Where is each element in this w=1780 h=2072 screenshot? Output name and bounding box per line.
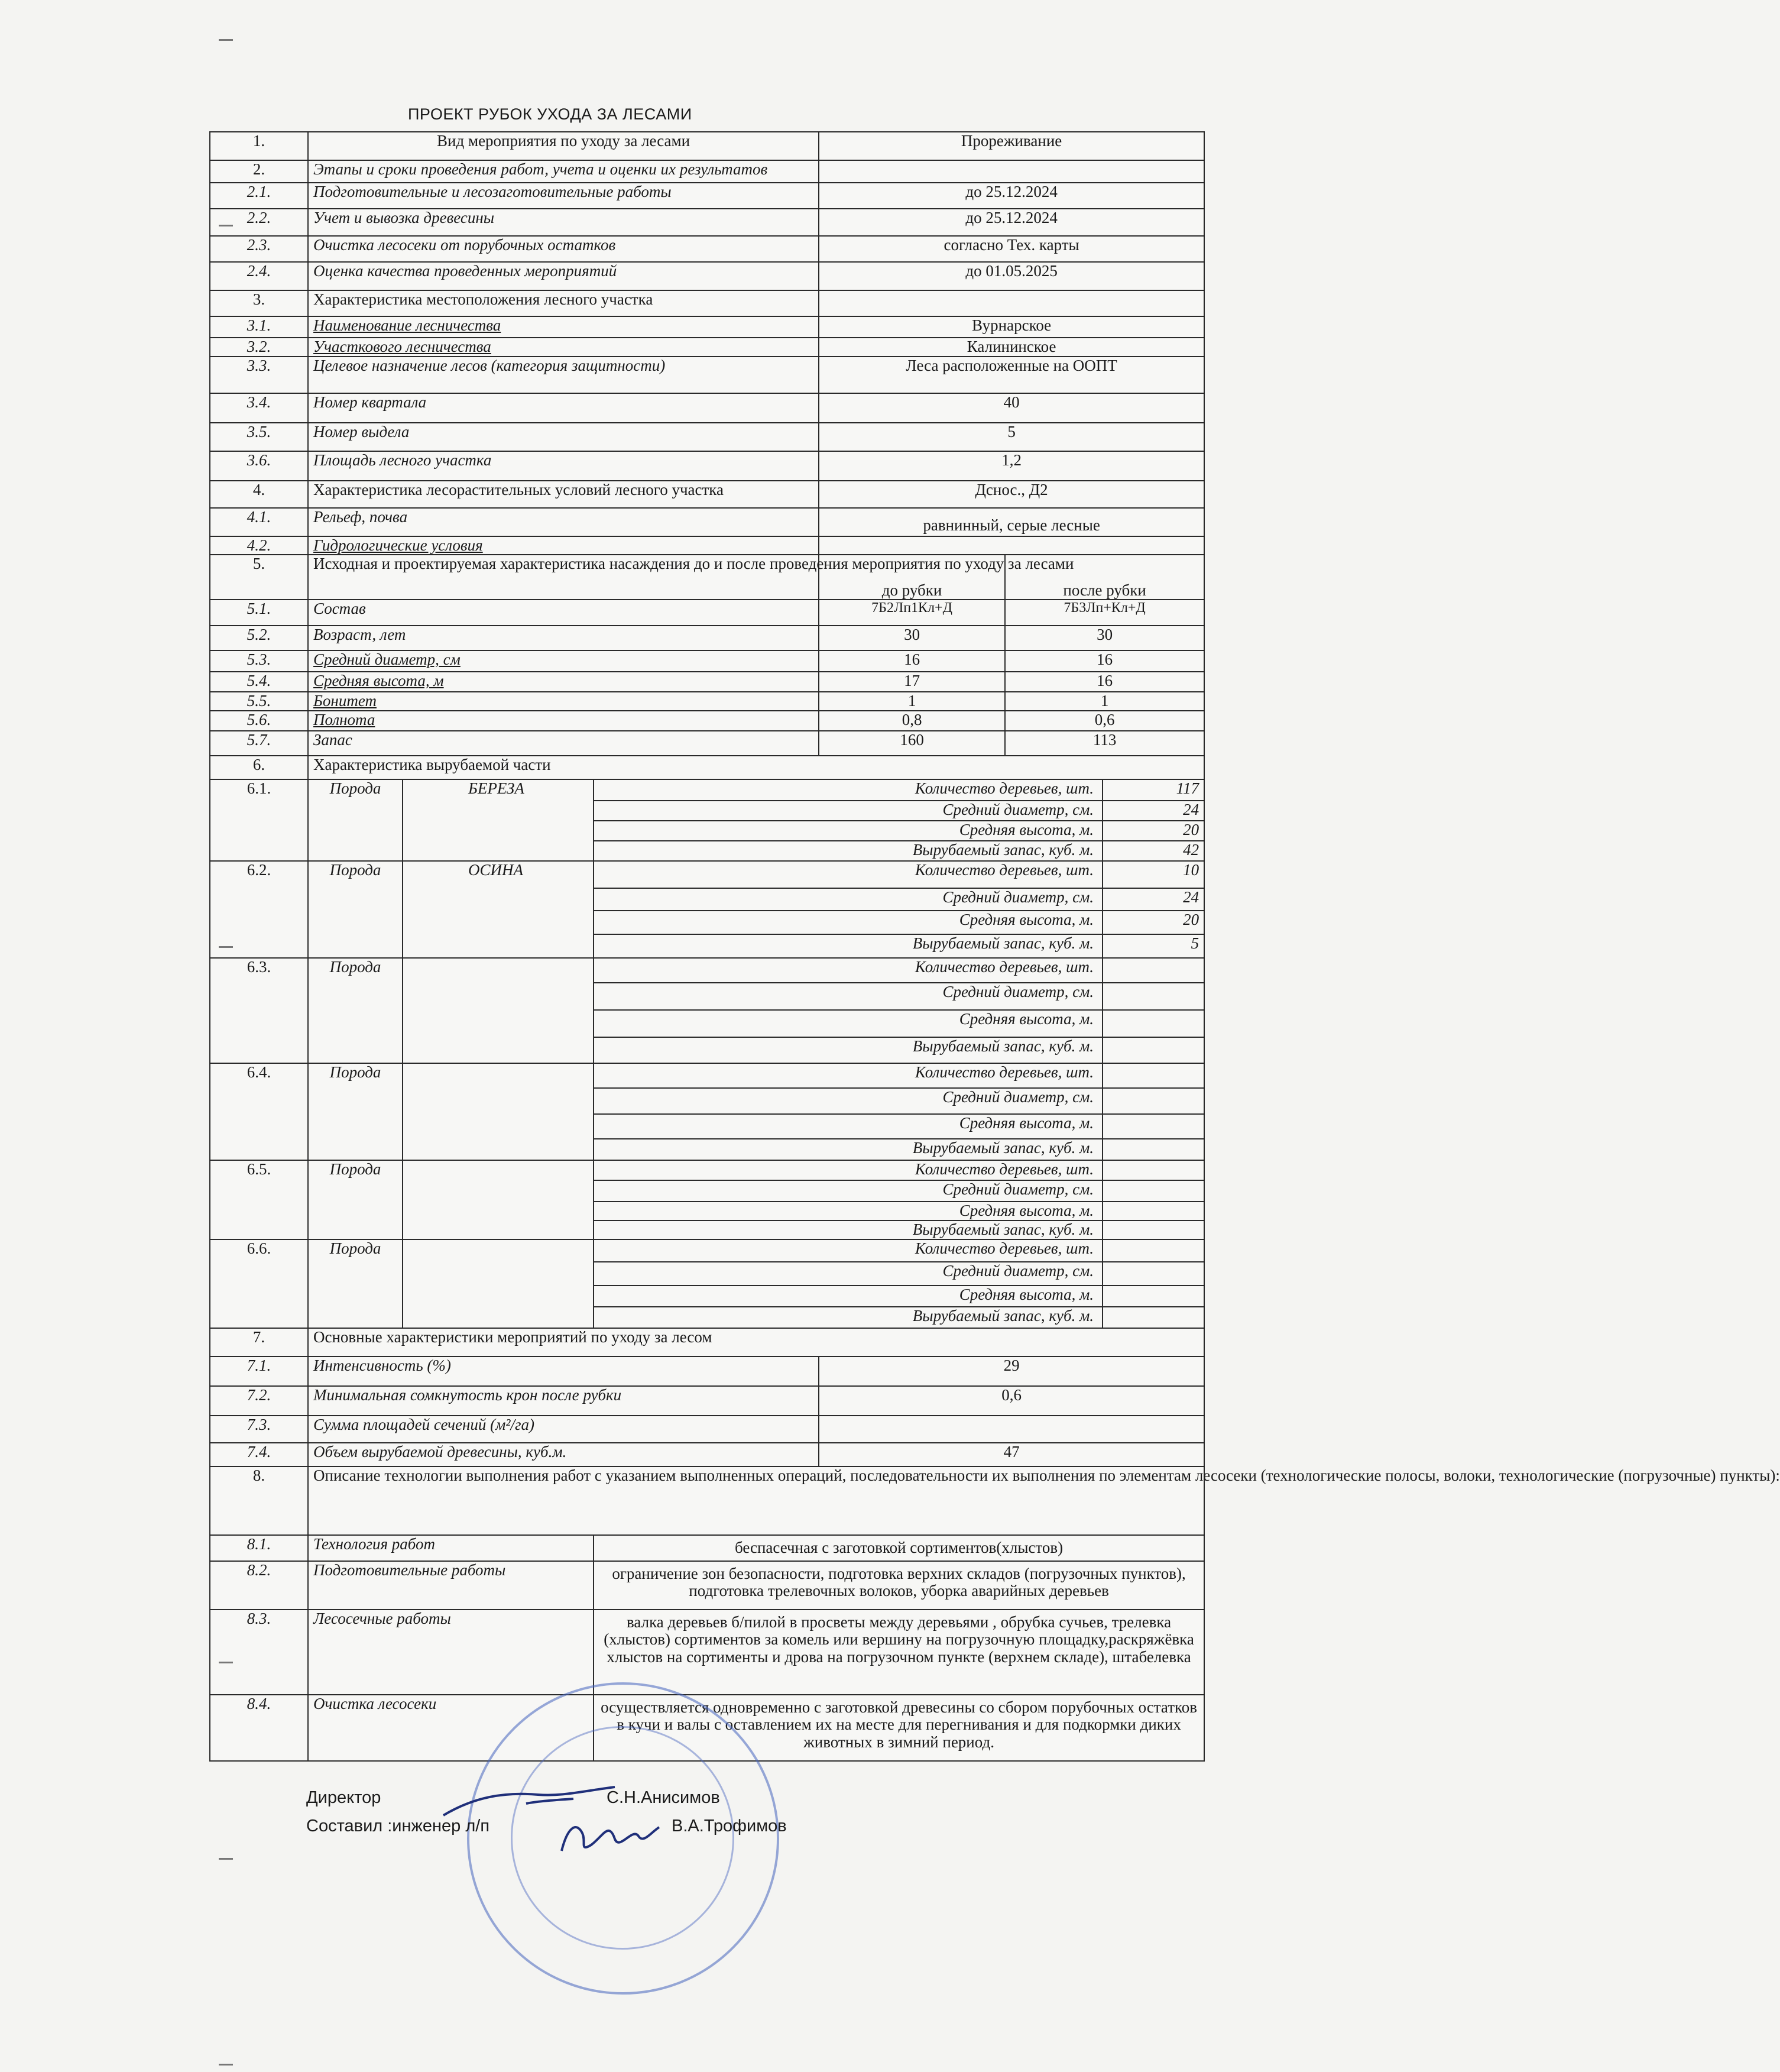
- species-label: Порода: [308, 1063, 403, 1160]
- row-label: Гидрологические условия: [308, 536, 819, 555]
- row-3-3: [210, 357, 1204, 393]
- row-label: Средний диаметр, см: [308, 650, 819, 672]
- metric-value: 20: [1103, 911, 1204, 934]
- metric-label: Вырубаемый запас, куб. м.: [594, 841, 1103, 861]
- row-value: 40: [819, 393, 1204, 423]
- row-value: равнинный, серые лесные: [819, 508, 1204, 536]
- species-num: 6.5.: [210, 1160, 308, 1239]
- metric-label: Средняя высота, м.: [594, 1202, 1103, 1220]
- after-value: 30: [1005, 626, 1204, 650]
- margin-mark: [219, 225, 233, 226]
- before-header: до рубки: [819, 555, 1005, 600]
- row-label: Площадь лесного участка: [308, 451, 819, 481]
- margin-mark: [219, 946, 233, 948]
- row-label: Минимальная сомкнутость крон после рубки: [308, 1386, 819, 1416]
- row-num: 2.1.: [210, 183, 308, 209]
- row-value: 47: [819, 1443, 1204, 1466]
- metric-value: [1103, 1010, 1204, 1037]
- row-5-3: [210, 650, 1204, 672]
- row-5-1: [210, 600, 1204, 626]
- row-label: Лесосечные работы: [308, 1610, 594, 1695]
- row-num: 2.4.: [210, 262, 308, 290]
- metric-label: Средняя высота, м.: [594, 1010, 1103, 1037]
- row-4: [210, 481, 1204, 508]
- row-5: [210, 555, 1204, 600]
- row-num: 2.2.: [210, 209, 308, 236]
- after-value: 7Б3Лп+Кл+Д: [1005, 600, 1204, 626]
- species-label: Порода: [308, 1160, 403, 1239]
- row-num: 5.5.: [210, 692, 308, 711]
- row-value: 29: [819, 1356, 1204, 1386]
- metric-value: [1103, 1139, 1204, 1160]
- row-num: 3.6.: [210, 451, 308, 481]
- row-value: осуществляется одновременно с заготовкой древесины со сбором порубочных остатков в кучи и валы с оставлением их на месте для перегнивания и для подкормки диких животных в зимний период.: [594, 1695, 1204, 1761]
- after-value: 0,6: [1005, 711, 1204, 731]
- margin-mark: [219, 39, 233, 41]
- row-label: Номер квартала: [308, 393, 819, 423]
- row-7: [210, 1328, 1204, 1356]
- row-label: Очистка лесосеки от порубочных остатков: [308, 236, 819, 262]
- species-num: 6.6.: [210, 1239, 308, 1328]
- metric-label: Средний диаметр, см.: [594, 983, 1103, 1010]
- row-7-1: [210, 1356, 1204, 1386]
- before-value: 16: [819, 650, 1005, 672]
- row-num: 8.: [210, 1466, 308, 1535]
- before-value: 30: [819, 626, 1005, 650]
- metric-value: [1103, 1037, 1204, 1063]
- compiler-name: В.А.Трофимов: [672, 1817, 787, 1835]
- metric-label: Вырубаемый запас, куб. м.: [594, 1139, 1103, 1160]
- row-num: 7.3.: [210, 1416, 308, 1443]
- row-num: 8.2.: [210, 1561, 308, 1610]
- row-num: 7.2.: [210, 1386, 308, 1416]
- species-row: [210, 779, 1204, 801]
- row-value: до 25.12.2024: [819, 183, 1204, 209]
- row-label: Характеристика местоположения лесного участка: [308, 290, 819, 316]
- row-num: 5.: [210, 555, 308, 600]
- director-name: С.Н.Анисимов: [607, 1788, 720, 1807]
- species-num: 6.2.: [210, 861, 308, 958]
- row-value: валка деревьев б/пилой в просветы между деревьями , обрубка сучьев, трелевка (хлыстов) сортиментов за комель или вершину на погрузочную площадку,раскряжёвка хлыстов на сортименты и дрова на погрузочном пункте (верхнем складе), штабелевка: [594, 1610, 1204, 1695]
- row-num: 5.4.: [210, 672, 308, 692]
- row-2-2: [210, 209, 1204, 236]
- row-num: 5.7.: [210, 731, 308, 756]
- row-label: Этапы и сроки проведения работ, учета и оценки их результатов: [308, 160, 819, 183]
- species-row: [210, 1160, 1204, 1180]
- metric-label: Средняя высота, м.: [594, 911, 1103, 934]
- before-value: 7Б2Лп1Кл+Д: [819, 600, 1005, 626]
- compiler-signature: [550, 1809, 668, 1863]
- row-label: Характеристика вырубаемой части: [308, 756, 1204, 779]
- row-label: Подготовительные работы: [308, 1561, 594, 1610]
- species-num: 6.1.: [210, 779, 308, 861]
- compiler-title: Составил :инженер л/п: [306, 1817, 490, 1835]
- row-value: согласно Тех. карты: [819, 236, 1204, 262]
- row-value: [819, 290, 1204, 316]
- director-title: Директор: [306, 1788, 381, 1807]
- row-num: 8.4.: [210, 1695, 308, 1761]
- row-num: 3.4.: [210, 393, 308, 423]
- row-3-5: [210, 423, 1204, 451]
- row-3: [210, 290, 1204, 316]
- metric-label: Средний диаметр, см.: [594, 1262, 1103, 1286]
- metric-value: [1103, 1307, 1204, 1328]
- metric-label: Вырубаемый запас, куб. м.: [594, 1037, 1103, 1063]
- row-label: Запас: [308, 731, 819, 756]
- row-5-6: [210, 711, 1204, 731]
- row-1: [210, 132, 1204, 160]
- metric-value: 20: [1103, 821, 1204, 841]
- metric-label: Средний диаметр, см.: [594, 1088, 1103, 1114]
- row-num: 3.1.: [210, 316, 308, 338]
- after-value: 16: [1005, 650, 1204, 672]
- species-name: БЕРЕЗА: [403, 779, 594, 861]
- metric-value: [1103, 1088, 1204, 1114]
- row-2-1: [210, 183, 1204, 209]
- row-value: до 01.05.2025: [819, 262, 1204, 290]
- metric-value: [1103, 1063, 1204, 1088]
- row-value: ограничение зон безопасности, подготовка верхних складов (погрузочных пунктов), подготовка трелевочных волоков, уборка аварийных деревьев: [594, 1561, 1204, 1610]
- row-num: 4.2.: [210, 536, 308, 555]
- species-row: [210, 861, 1204, 888]
- after-header: после рубки: [1005, 555, 1204, 600]
- row-num: 5.6.: [210, 711, 308, 731]
- after-value: 113: [1005, 731, 1204, 756]
- row-label: Сумма площадей сечений (м²/га): [308, 1416, 819, 1443]
- species-name: ОСИНА: [403, 861, 594, 958]
- row-label: Исходная и проектируемая характеристика насаждения до и после проведения мероприятия по уходу за лесами: [308, 555, 819, 600]
- row-label: Вид мероприятия по уходу за лесами: [308, 132, 819, 160]
- metric-value: 5: [1103, 934, 1204, 958]
- metric-value: [1103, 1262, 1204, 1286]
- row-value: Прореживание: [819, 132, 1204, 160]
- row-6: [210, 756, 1204, 779]
- metric-label: Вырубаемый запас, куб. м.: [594, 1220, 1103, 1239]
- metric-label: Средний диаметр, см.: [594, 1180, 1103, 1202]
- row-label: Участкового лесничества: [308, 338, 819, 357]
- row-3-2: [210, 338, 1204, 357]
- row-label: Средняя высота, м: [308, 672, 819, 692]
- metric-value: [1103, 1114, 1204, 1139]
- row-value: Калининское: [819, 338, 1204, 357]
- row-label: Описание технологии выполнения работ с указанием выполненных операций, последовательности их выполнения по элементам лесосеки (технологические полосы, волоки, технологические (погрузочные) пункты):: [308, 1466, 1204, 1535]
- metric-value: 24: [1103, 888, 1204, 911]
- metric-label: Количество деревьев, шт.: [594, 958, 1103, 983]
- metric-label: Средняя высота, м.: [594, 1114, 1103, 1139]
- row-num: 6.: [210, 756, 308, 779]
- metric-value: [1103, 983, 1204, 1010]
- before-value: 1: [819, 692, 1005, 711]
- row-num: 5.2.: [210, 626, 308, 650]
- document-title: ПРОЕКТ РУБОК УХОДА ЗА ЛЕСАМИ: [408, 105, 692, 123]
- row-label: Оценка качества проведенных мероприятий: [308, 262, 819, 290]
- metric-value: 42: [1103, 841, 1204, 861]
- species-name: [403, 1063, 594, 1160]
- row-5-4: [210, 672, 1204, 692]
- row-3-1: [210, 316, 1204, 338]
- margin-mark: [219, 1858, 233, 1860]
- species-row: [210, 1063, 1204, 1088]
- row-value: [819, 536, 1204, 555]
- metric-label: Количество деревьев, шт.: [594, 861, 1103, 888]
- species-num: 6.4.: [210, 1063, 308, 1160]
- row-num: 3.: [210, 290, 308, 316]
- species-name: [403, 1160, 594, 1239]
- row-num: 3.3.: [210, 357, 308, 393]
- row-num: 8.3.: [210, 1610, 308, 1695]
- metric-label: Количество деревьев, шт.: [594, 1239, 1103, 1262]
- row-label: Бонитет: [308, 692, 819, 711]
- species-row: [210, 958, 1204, 983]
- metric-value: [1103, 1220, 1204, 1239]
- row-num: 7.4.: [210, 1443, 308, 1466]
- metric-label: Количество деревьев, шт.: [594, 779, 1103, 801]
- row-value: беспасечная с заготовкой сортиментов(хлыстов): [594, 1535, 1204, 1561]
- row-label: Учет и вывозка древесины: [308, 209, 819, 236]
- row-4-2: [210, 536, 1204, 555]
- species-label: Порода: [308, 958, 403, 1063]
- row-label: Основные характеристики мероприятий по уходу за лесом: [308, 1328, 1204, 1356]
- before-value: 160: [819, 731, 1005, 756]
- metric-value: [1103, 1286, 1204, 1307]
- row-value: [819, 1416, 1204, 1443]
- metric-value: 24: [1103, 801, 1204, 821]
- after-value: 1: [1005, 692, 1204, 711]
- metric-label: Средний диаметр, см.: [594, 801, 1103, 821]
- row-label: Очистка лесосеки: [308, 1695, 594, 1761]
- species-num: 6.3.: [210, 958, 308, 1063]
- row-num: 4.: [210, 481, 308, 508]
- forest-care-table: [209, 131, 1780, 1762]
- row-num: 3.2.: [210, 338, 308, 357]
- row-5-5: [210, 692, 1204, 711]
- row-num: 5.1.: [210, 600, 308, 626]
- row-label: Характеристика лесорастительных условий лесного участка: [308, 481, 819, 508]
- metric-value: [1103, 958, 1204, 983]
- species-name: [403, 958, 594, 1063]
- row-4-1: [210, 508, 1204, 536]
- row-label: Объем вырубаемой древесины, куб.м.: [308, 1443, 819, 1466]
- metric-label: Вырубаемый запас, куб. м.: [594, 934, 1103, 958]
- metric-value: [1103, 1180, 1204, 1202]
- row-num: 1.: [210, 132, 308, 160]
- row-num: 8.1.: [210, 1535, 308, 1561]
- after-value: 16: [1005, 672, 1204, 692]
- row-8-2: [210, 1561, 1204, 1610]
- row-label: Интенсивность (%): [308, 1356, 819, 1386]
- metric-value: 117: [1103, 779, 1204, 801]
- before-value: 0,8: [819, 711, 1005, 731]
- metric-label: Средний диаметр, см.: [594, 888, 1103, 911]
- row-label: Подготовительные и лесозаготовительные работы: [308, 183, 819, 209]
- margin-mark: [219, 1662, 233, 1663]
- row-label: Рельеф, почва: [308, 508, 819, 536]
- row-5-7: [210, 731, 1204, 756]
- row-value: 1,2: [819, 451, 1204, 481]
- metric-value: [1103, 1202, 1204, 1220]
- row-label: Номер выдела: [308, 423, 819, 451]
- row-num: 2.: [210, 160, 308, 183]
- row-num: 5.3.: [210, 650, 308, 672]
- margin-mark: [219, 2064, 233, 2065]
- row-value: Леса расположенные на ООПТ: [819, 357, 1204, 393]
- row-2-3: [210, 236, 1204, 262]
- metric-label: Количество деревьев, шт.: [594, 1160, 1103, 1180]
- row-label: Полнота: [308, 711, 819, 731]
- row-8-3: [210, 1610, 1204, 1695]
- row-num: 2.3.: [210, 236, 308, 262]
- row-8: [210, 1466, 1204, 1535]
- row-label: Состав: [308, 600, 819, 626]
- row-num: 4.1.: [210, 508, 308, 536]
- metric-value: [1103, 1160, 1204, 1180]
- row-8-1: [210, 1535, 1204, 1561]
- row-value: Дснос., Д2: [819, 481, 1204, 508]
- row-7-2: [210, 1386, 1204, 1416]
- before-value: 17: [819, 672, 1005, 692]
- row-3-6: [210, 451, 1204, 481]
- row-value: 5: [819, 423, 1204, 451]
- metric-label: Количество деревьев, шт.: [594, 1063, 1103, 1088]
- metric-label: Вырубаемый запас, куб. м.: [594, 1307, 1103, 1328]
- species-name: [403, 1239, 594, 1328]
- species-label: Порода: [308, 779, 403, 861]
- metric-label: Средняя высота, м.: [594, 821, 1103, 841]
- row-7-3: [210, 1416, 1204, 1443]
- row-2-4: [210, 262, 1204, 290]
- metric-label: Средняя высота, м.: [594, 1286, 1103, 1307]
- metric-value: 10: [1103, 861, 1204, 888]
- row-3-4: [210, 393, 1204, 423]
- row-value: Вурнарское: [819, 316, 1204, 338]
- species-row: [210, 1239, 1204, 1262]
- row-value: [819, 160, 1204, 183]
- metric-value: [1103, 1239, 1204, 1262]
- row-num: 3.5.: [210, 423, 308, 451]
- species-label: Порода: [308, 861, 403, 958]
- row-label: Возраст, лет: [308, 626, 819, 650]
- row-num: 7.: [210, 1328, 308, 1356]
- row-num: 7.1.: [210, 1356, 308, 1386]
- row-2: [210, 160, 1204, 183]
- row-label: Целевое назначение лесов (категория защитности): [308, 357, 819, 393]
- row-value: до 25.12.2024: [819, 209, 1204, 236]
- row-label: Технология работ: [308, 1535, 594, 1561]
- species-label: Порода: [308, 1239, 403, 1328]
- row-label: Наименование лесничества: [308, 316, 819, 338]
- row-5-2: [210, 626, 1204, 650]
- row-7-4: [210, 1443, 1204, 1466]
- row-value: 0,6: [819, 1386, 1204, 1416]
